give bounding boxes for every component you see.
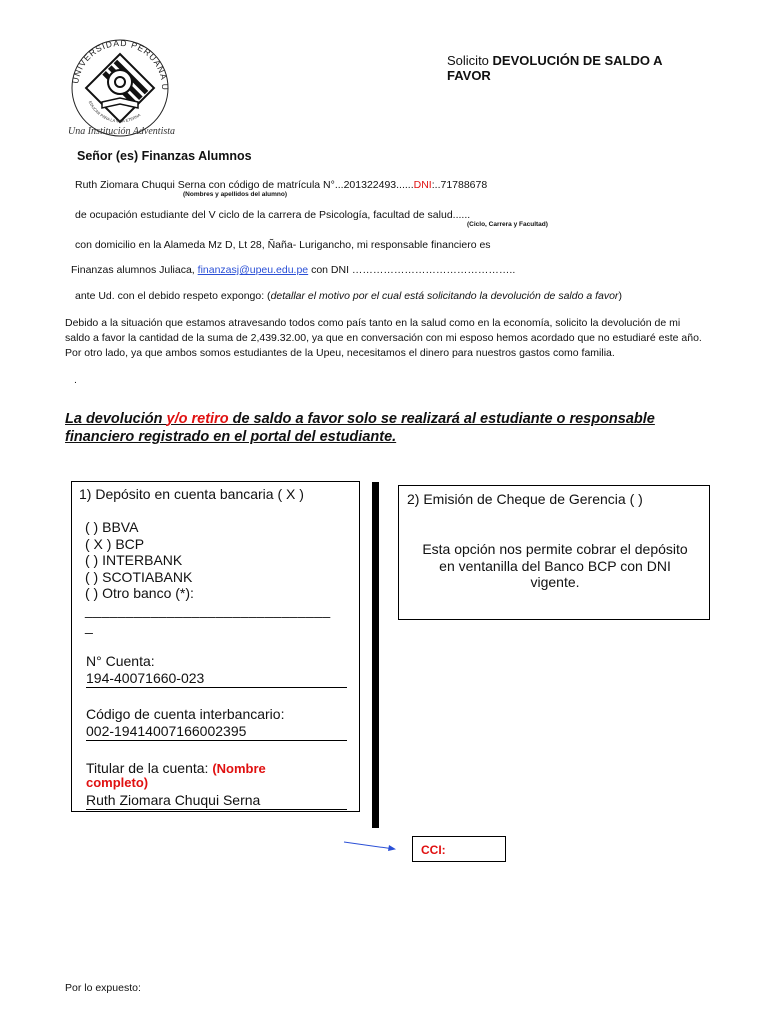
cycle-note: (Ciclo, Carrera y Facultad) (467, 221, 548, 228)
title-prefix: Solicito (447, 53, 489, 68)
bank-option-bbva: ( ) BBVA (85, 519, 139, 535)
notice-text (65, 410, 715, 446)
logo-bottom-text: EDUCAR PARA LA VIDA ETERNA (87, 100, 142, 124)
cheque-description: Esta opción nos permite cobrar el depósito en ventanilla del Banco BCP con DNI vigente. (422, 541, 688, 590)
bank-option-interbank: ( ) INTERBANK (85, 552, 183, 568)
bank-list (85, 519, 331, 635)
student-name-code: Ruth Ziomara Chuqui Serna con código de matrícula N°...201322493...... (75, 179, 414, 191)
logo-arc-text: UNIVERSIDAD PERUANA U (70, 37, 171, 91)
document-title (447, 53, 707, 83)
notice-red: y/o retiro (166, 411, 229, 427)
financial-name: Finanzas alumnos Juliaca, (71, 264, 198, 276)
exposition-line (75, 290, 622, 302)
other-bank-blank-tail: _ (85, 618, 93, 634)
exposition-lead: ante Ud. con el debido respeto expongo: ( (75, 290, 271, 302)
address-line: con domicilio en la Alameda Mz D, Lt 28, Ñaña- Lurigancho, mi responsable financiero es (75, 239, 491, 251)
other-bank-blank: ______________________________ (85, 601, 331, 618)
cci-number: 002-19414007166002395 (86, 723, 347, 741)
cci-label: Código de cuenta interbancario: (86, 706, 285, 722)
greeting: Señor (es) Finanzas Alumnos (77, 149, 252, 163)
notice-part-1: La devolución (65, 411, 167, 427)
holder-note-1: (Nombre (212, 761, 266, 776)
exposition-instruction: detallar el motivo por el cual está solicitando la devolución de saldo a favor (270, 290, 619, 302)
exposition-close: ) (618, 290, 622, 302)
bank-option-scotiabank: ( ) SCOTIABANK (85, 568, 193, 585)
deposit-heading: 1) Depósito en cuenta bancaria ( X ) (79, 486, 304, 502)
arrow-icon (340, 838, 402, 854)
title-text: DEVOLUCIÓN DE SALDO A FAVOR (447, 53, 663, 83)
bank-option-bcp: ( X ) BCP (85, 535, 145, 552)
holder-note-2: completo) (86, 775, 149, 790)
student-line (75, 179, 487, 191)
cci-box-label: CCI: (421, 843, 446, 857)
notice-part-2: de saldo a favor solo se realizará al estudiante o responsable financiero registrado en el portal del estudiante. (65, 411, 655, 445)
stray-dot: . (74, 374, 77, 386)
occupation-line: de ocupación estudiante del V ciclo de la carrera de Psicología, facultad de salud...... (75, 209, 471, 221)
name-note: (Nombres y apellidos del alumno) (183, 191, 288, 198)
vertical-divider (372, 482, 379, 828)
student-dni: :..71788678 (431, 179, 488, 191)
cheque-heading: 2) Emisión de Cheque de Gerencia ( ) (407, 491, 643, 507)
closing-text: Por lo expuesto: (65, 982, 141, 994)
holder-label: Titular de la cuenta: (86, 760, 213, 776)
email-link[interactable]: finanzasj@upeu.edu.pe (197, 264, 309, 276)
cci-box (412, 836, 506, 862)
bank-option-other: ( ) Otro banco (*): (85, 585, 194, 601)
logo-motto: Una Institución Adventista (68, 126, 176, 137)
financial-line (71, 264, 515, 276)
holder-name: Ruth Ziomara Chuqui Serna (86, 792, 347, 810)
financial-dni: con DNI ……………………………………….. (308, 264, 516, 276)
cheque-option-box (398, 485, 710, 620)
account-number: 194-40071660-023 (86, 670, 347, 688)
account-label: N° Cuenta: (86, 653, 155, 669)
reason-paragraph: Debido a la situación que estamos atravesando todos como país tanto en la salud como en la economía, solicito la devolución de mi saldo a favor la cantidad de la suma de 2,439.32.00, ya que en conversación con mi esposo hemos acordado que no estudiaré este año. Por otro lado, ya que ambos somos estudiantes de la Upeu, necesitamos el dinero para nuestros gastos como familia. (65, 317, 702, 359)
dni-label: DNI (413, 179, 432, 191)
